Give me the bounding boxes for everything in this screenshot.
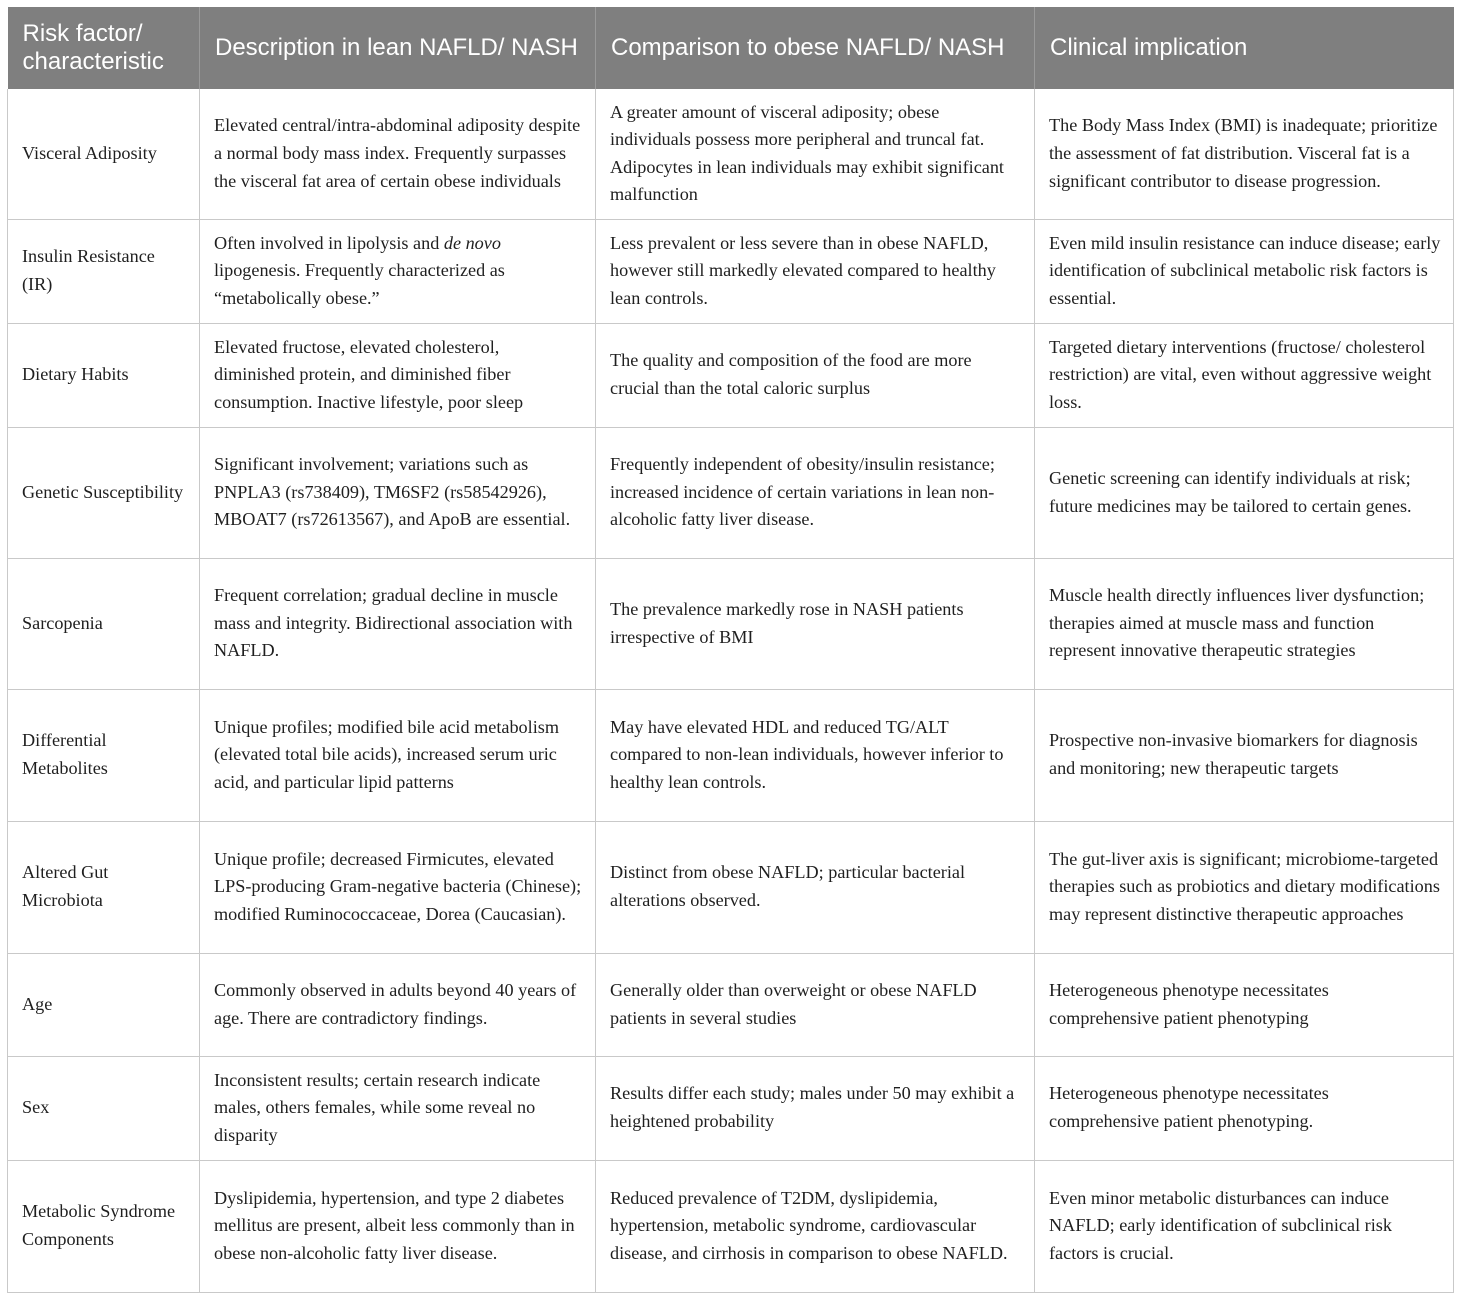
cell-description: Unique profile; decreased Firmicutes, elevated LPS-producing Gram-negative bacteria (Chinese); modified Ruminococcaceae, Dorea (Caucasian). — [200, 821, 596, 953]
cell-comparison: Frequently independent of obesity/insulin resistance; increased incidence of certain variations in lean non-alcoholic fatty liver disease. — [596, 427, 1035, 558]
cell-implication: Prospective non-invasive biomarkers for diagnosis and monitoring; new therapeutic targets — [1035, 689, 1454, 821]
cell-implication: The Body Mass Index (BMI) is inadequate; prioritize the assessment of fat distribution. Visceral fat is a significant contributor to disease progression. — [1035, 89, 1454, 219]
cell-implication: The gut-liver axis is significant; microbiome-targeted therapies such as probiotics and dietary modifications may represent distinctive therapeutic approaches — [1035, 821, 1454, 953]
table-row — [8, 427, 1454, 558]
cell-description: Frequent correlation; gradual decline in muscle mass and integrity. Bidirectional association with NAFLD. — [200, 558, 596, 689]
cell-description: Elevated fructose, elevated cholesterol, diminished protein, and diminished fiber consumption. Inactive lifestyle, poor sleep — [200, 323, 596, 427]
cell-implication: Targeted dietary interventions (fructose/ cholesterol restriction) are vital, even without aggressive weight loss. — [1035, 323, 1454, 427]
cell-description-italic: de novo — [443, 232, 501, 253]
table-row — [8, 219, 1454, 323]
cell-implication: Heterogeneous phenotype necessitates comprehensive patient phenotyping. — [1035, 1056, 1454, 1160]
cell-description: Unique profiles; modified bile acid metabolism (elevated total bile acids), increased serum uric acid, and particular lipid patterns — [200, 689, 596, 821]
cell-comparison: Generally older than overweight or obese NAFLD patients in several studies — [596, 953, 1035, 1056]
table-row — [8, 323, 1454, 427]
cell-comparison: Distinct from obese NAFLD; particular bacterial alterations observed. — [596, 821, 1035, 953]
cell-comparison: Results differ each study; males under 50 may exhibit a heightened probability — [596, 1056, 1035, 1160]
cell-implication: Even minor metabolic disturbances can induce NAFLD; early identification of subclinical risk factors is crucial. — [1035, 1160, 1454, 1292]
table-row — [8, 558, 1454, 689]
header-description: Description in lean NAFLD/ NASH — [200, 7, 596, 89]
table-container — [7, 7, 1453, 1293]
cell-factor: Dietary Habits — [8, 323, 200, 427]
table-row — [8, 1056, 1454, 1160]
header-comparison: Comparison to obese NAFLD/ NASH — [596, 7, 1035, 89]
cell-description: Significant involvement; variations such as PNPLA3 (rs738409), TM6SF2 (rs58542926), MBOAT7 (rs72613567), and ApoB are essential. — [200, 427, 596, 558]
table-row — [8, 689, 1454, 821]
cell-factor: Age — [8, 953, 200, 1056]
table-row — [8, 821, 1454, 953]
cell-factor: Altered Gut Microbiota — [8, 821, 200, 953]
cell-description — [200, 219, 596, 323]
table-row — [8, 953, 1454, 1056]
cell-description: Inconsistent results; certain research indicate males, others females, while some reveal no disparity — [200, 1056, 596, 1160]
header-risk-factor: Risk factor/ characteristic — [8, 7, 200, 89]
cell-description-text: lipogenesis. Frequently characterized as “metabolically obese.” — [214, 260, 505, 308]
cell-factor: Metabolic Syndrome Components — [8, 1160, 200, 1292]
cell-factor: Sarcopenia — [8, 558, 200, 689]
table-header-row — [8, 7, 1454, 89]
risk-factor-table — [7, 7, 1454, 1293]
cell-factor: Sex — [8, 1056, 200, 1160]
header-clinical-implication: Clinical implication — [1035, 7, 1454, 89]
cell-implication: Genetic screening can identify individuals at risk; future medicines may be tailored to certain genes. — [1035, 427, 1454, 558]
cell-comparison: The quality and composition of the food are more crucial than the total caloric surplus — [596, 323, 1035, 427]
cell-implication: Even mild insulin resistance can induce disease; early identification of subclinical metabolic risk factors is essential. — [1035, 219, 1454, 323]
cell-description: Dyslipidemia, hypertension, and type 2 diabetes mellitus are present, albeit less commonly than in obese non-alcoholic fatty liver disease. — [200, 1160, 596, 1292]
cell-description: Commonly observed in adults beyond 40 years of age. There are contradictory findings. — [200, 953, 596, 1056]
cell-factor: Visceral Adiposity — [8, 89, 200, 219]
cell-description-text: Often involved in lipolysis and — [214, 232, 444, 253]
cell-factor: Genetic Susceptibility — [8, 427, 200, 558]
cell-factor: Differential Metabolites — [8, 689, 200, 821]
cell-description: Elevated central/intra-abdominal adiposity despite a normal body mass index. Frequently surpasses the visceral fat area of certain obese individuals — [200, 89, 596, 219]
cell-comparison: Reduced prevalence of T2DM, dyslipidemia, hypertension, metabolic syndrome, cardiovascular disease, and cirrhosis in comparison to obese NAFLD. — [596, 1160, 1035, 1292]
cell-comparison: The prevalence markedly rose in NASH patients irrespective of BMI — [596, 558, 1035, 689]
table-row — [8, 89, 1454, 219]
cell-comparison: Less prevalent or less severe than in obese NAFLD, however still markedly elevated compared to healthy lean controls. — [596, 219, 1035, 323]
cell-implication: Heterogeneous phenotype necessitates comprehensive patient phenotyping — [1035, 953, 1454, 1056]
cell-factor: Insulin Resistance (IR) — [8, 219, 200, 323]
cell-implication: Muscle health directly influences liver dysfunction; therapies aimed at muscle mass and function represent innovative therapeutic strategies — [1035, 558, 1454, 689]
cell-comparison: A greater amount of visceral adiposity; obese individuals possess more peripheral and truncal fat. Adipocytes in lean individuals may exhibit significant malfunction — [596, 89, 1035, 219]
table-row — [8, 1160, 1454, 1292]
cell-comparison: May have elevated HDL and reduced TG/ALT compared to non-lean individuals, however inferior to healthy lean controls. — [596, 689, 1035, 821]
